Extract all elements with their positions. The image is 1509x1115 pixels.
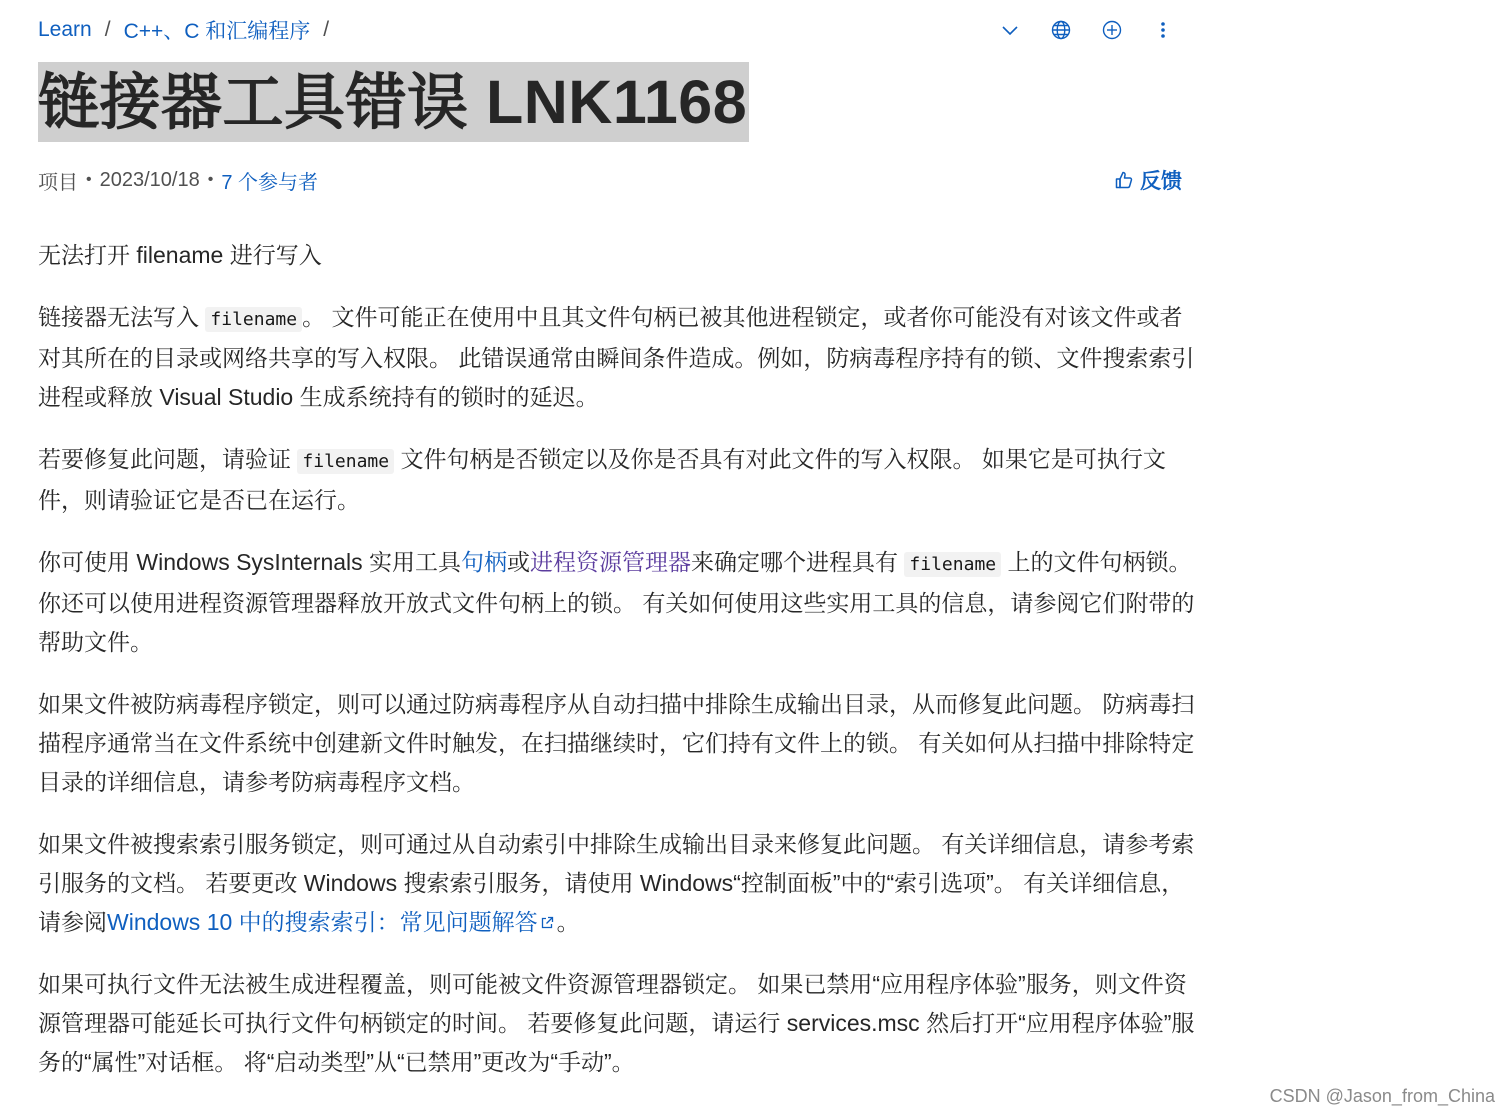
process-explorer-link[interactable]: 进程资源管理器 [530,549,692,575]
external-link-icon [540,916,554,930]
feedback-label: 反馈 [1140,170,1182,193]
breadcrumb-separator: / [104,18,111,41]
feedback-button[interactable] [1114,164,1182,196]
link-text: Windows 10 中的搜索索引：常见问题解答 [107,909,538,935]
paragraph-3 [38,543,1203,662]
breadcrumb-learn[interactable]: Learn [38,18,92,41]
text-run: 。 [556,909,580,935]
text-run: 文件句柄是否锁定以及你是否具有对此文件的写入权限。 如果它是可执行文件，则请验证它是否已在运行。 [38,446,1166,513]
text-run: 如果文件被搜索索引服务锁定，则可通过从自动索引中排除生成输出目录来修复此问题。 有关详细信息，请参考索引服务的文档。 若要更改 Windows 搜索索引服务，请使用 Windows“控制面板”中的“索引选项”。 有关详细信息，请参阅 [38,831,1195,935]
paragraph-6: 如果可执行文件无法被生成进程覆盖，则可能被文件资源管理器锁定。 如果已禁用“应用程序体验”服务，则文件资源管理器可能延长可执行文件句柄锁定的时间。 若要修复此问题，请运行 services.msc 然后打开“应用程序体验”服务的“属性”对话框。 将“启动类型”从“已禁用”更改为“手动”。 [38,971,1195,1075]
inline-code: filename [904,552,1001,577]
globe-icon[interactable] [1035,12,1086,48]
add-circle-icon[interactable] [1086,12,1137,48]
text-run: 上的文件句柄锁。 你还可以使用进程资源管理器释放开放式文件句柄上的锁。 有关如何使用这些实用工具的信息，请参阅它们附带的帮助文件。 [38,549,1195,655]
chevron-down-icon[interactable] [984,12,1035,48]
inline-code: filename [205,307,302,332]
article-date: 2023/10/18 [99,168,200,191]
paragraph-1 [38,298,1203,417]
search-indexing-faq-link[interactable] [107,909,557,935]
breadcrumb-separator: / [323,18,330,41]
thumbs-up-icon [1114,170,1134,190]
meta-separator: • [86,171,92,188]
more-vertical-icon[interactable] [1137,12,1188,48]
text-run: 或 [507,549,531,575]
paragraph-4: 如果文件被防病毒程序锁定，则可以通过防病毒程序从自动扫描中排除生成输出目录，从而修复此问题。 防病毒扫描程序通常当在文件系统中创建新文件时触发，在扫描继续时，它们持有文件上的锁。 有关如何从扫描中排除特定目录的详细信息，请参考防病毒程序文档。 [38,691,1195,795]
article-type: 项目 [38,171,78,194]
text-run: 链接器无法写入 [38,304,206,330]
page-actions [984,12,1188,48]
article-body [38,236,1203,1105]
breadcrumb-cpp[interactable]: C++、C 和汇编程序 [123,20,311,43]
watermark: CSDN @Jason_from_China [1269,1086,1495,1106]
paragraph-5 [38,825,1203,942]
paragraph-2 [38,440,1203,520]
handle-link[interactable]: 句柄 [461,549,508,575]
text-run: 来确定哪个进程具有 [691,549,905,575]
contributors-link[interactable]: 7 个参与者 [221,171,319,194]
paragraph-summary: 无法打开 filename 进行写入 [38,242,322,268]
title-wrap [38,62,749,142]
text-run: 你可使用 Windows SysInternals 实用工具 [38,549,462,575]
text-run: 若要修复此问题，请验证 [38,446,298,472]
breadcrumb [38,15,342,45]
article-meta [38,164,1188,196]
text-run: 。 文件可能正在使用中且其文件句柄已被其他进程锁定，或者你可能没有对该文件或者对其所在的目录或网络共享的写入权限。 此错误通常由瞬间条件造成。例如，防病毒程序持有的锁、文件搜索索引进程或释放 Visual Studio 生成系统持有的锁时的延迟。 [38,304,1195,410]
inline-code: filename [297,449,394,474]
page-title: 链接器工具错误 LNK1168 [38,62,749,142]
top-bar [38,12,1188,48]
meta-separator: • [207,171,214,188]
